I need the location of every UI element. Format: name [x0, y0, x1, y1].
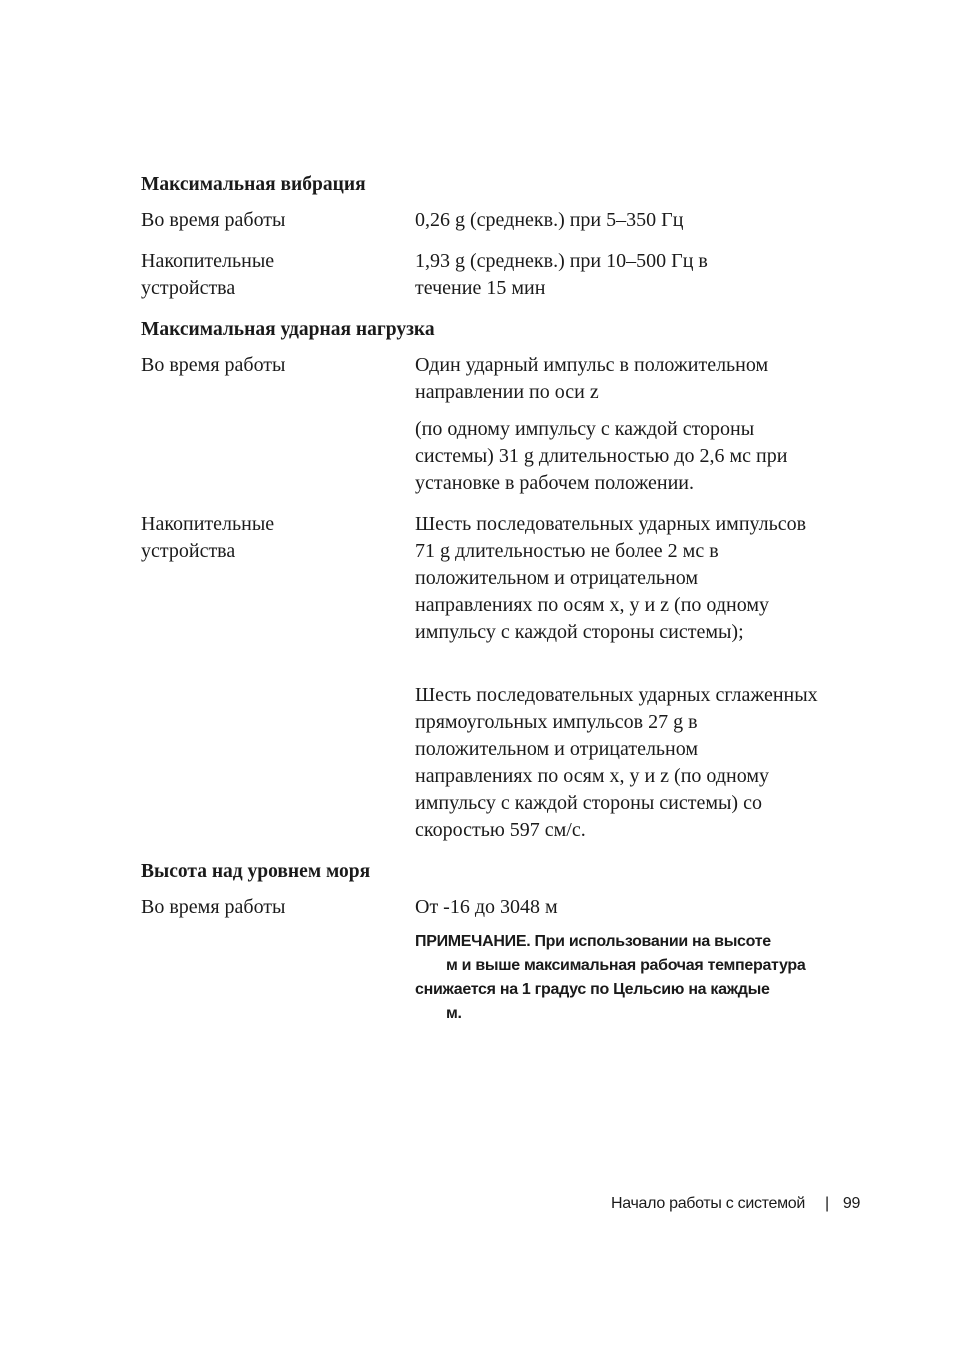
footer-title: Начало работы с системой — [611, 1195, 806, 1212]
note-line: м и выше максимальная рабочая температура — [446, 957, 806, 974]
note-line: ПРИМЕЧАНИЕ. При использовании на высоте — [415, 933, 771, 950]
row-value-operating: От -16 до 3048 м — [415, 896, 558, 918]
row-label-operating: Во время работы — [141, 354, 286, 376]
section-heading-vibration: Максимальная вибрация — [141, 174, 366, 195]
row-label-storage: Накопительные устройства — [141, 250, 275, 299]
page-number: 99 — [842, 1195, 861, 1212]
footer-separator: | — [825, 1195, 829, 1212]
row-label-operating: Во время работы — [141, 896, 286, 918]
row-value-operating-p1: Один ударный импульс в положительном направлении по оси z — [415, 354, 769, 403]
note-line: снижается на 1 градус по Цельсию на каждые — [415, 981, 770, 998]
note-line: м. — [446, 1005, 462, 1022]
altitude-note — [415, 930, 845, 1026]
row-label-storage: Накопительные устройства — [141, 513, 275, 562]
row-label-operating: Во время работы — [141, 209, 286, 231]
section-heading-altitude: Высота над уровнем моря — [141, 861, 371, 882]
row-value-operating-p2: (по одному импульсу с каждой стороны системы) 31 g длительностью до 2,6 мс при установке в рабочем положении. — [415, 418, 788, 494]
row-value-storage: 1,93 g (среднекв.) при 10–500 Гц в течение 15 мин — [415, 250, 708, 299]
section-heading-shock: Максимальная ударная нагрузка — [141, 319, 435, 340]
row-value-operating: 0,26 g (среднекв.) при 5–350 Гц — [415, 209, 684, 231]
page-footer — [611, 1194, 860, 1214]
row-value-storage-p1: Шесть последовательных ударных импульсов 71 g длительностью не более 2 мс в положительном и отрицательном направлениях по осям x, y и z (по одному импульсу с каждой стороны системы); — [415, 513, 807, 643]
row-value-storage-p2: Шесть последовательных ударных сглаженных прямоугольных импульсов 27 g в положительном и отрицательном направлениях по осям x, y и z (по одному импульсу с каждой стороны системы) со скоростью 597 см/с. — [415, 684, 818, 841]
